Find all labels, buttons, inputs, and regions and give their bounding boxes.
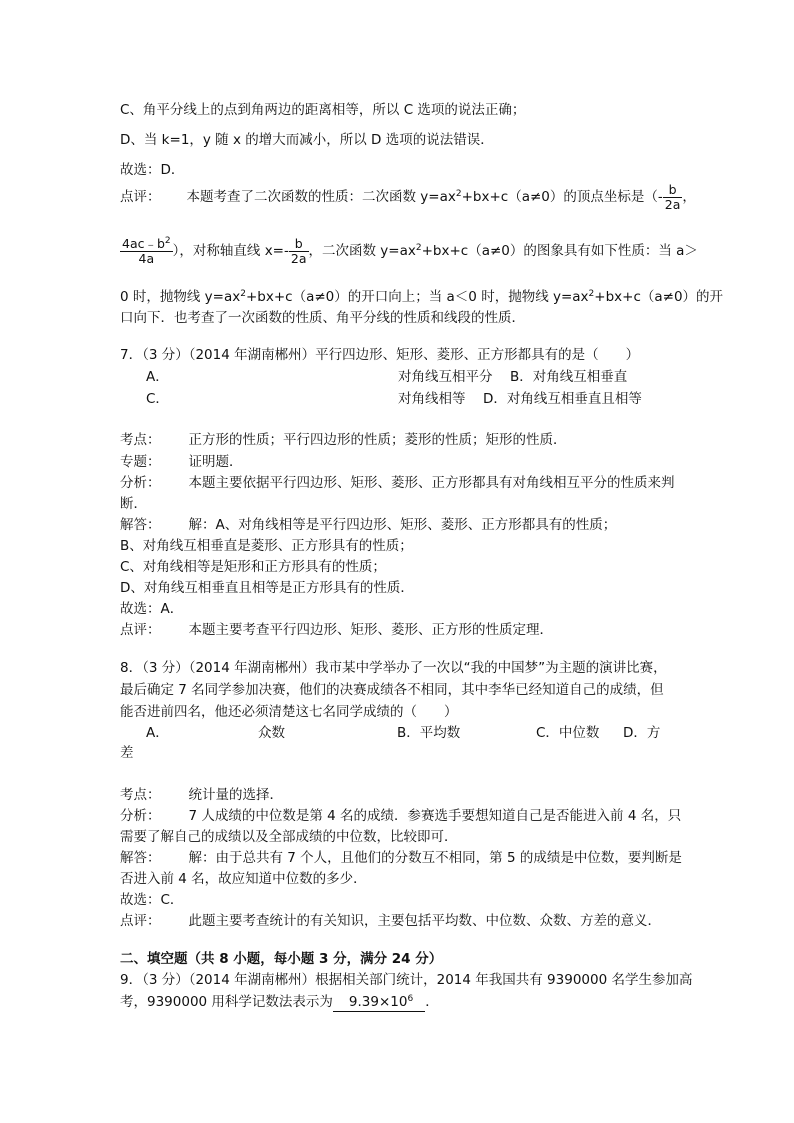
prev-answer: 故选：D． — [120, 162, 185, 178]
q7-option-d: D．对角线互相垂直且相等 — [483, 391, 642, 407]
q7-answer: 故选：A． — [120, 601, 184, 617]
q8-stem-2: 最后确定 7 名同学参加决赛，他们的决赛成绩各不相同，其中李华已经知道自己的成绩，但 — [120, 682, 664, 698]
q9-stem-2: 考，9390000 用科学记数法表示为 $9.39\times 10^6$ ． — [120, 994, 439, 1010]
q7-option-b: B．对角线互相垂直 — [510, 369, 628, 385]
prev-comment-line-2: $\frac{4ac﹣b^2}{4a}$ ），对称轴直线 x=- $\frac{b}{2a}$ ，二次函数 $y=ax^2+bx+c(a\ne 0)$的图象具有如下性质：当 a＞ — [122, 235, 698, 266]
q7-jieda-b: B、对角线互相垂直是菱形、正方形具有的性质； — [120, 538, 413, 554]
q7-option-a-label: A． — [146, 369, 169, 385]
q7-option-c: 对角线相等 — [398, 391, 466, 407]
prev-option-c-line: C、角平分线上的点到角两边的距离相等，所以 C 选项的说法正确； — [120, 102, 526, 118]
q8-fenxi-cont: 需要了解自己的成绩以及全部成绩的中位数，比较即可． — [120, 829, 458, 845]
q8-kaodian: 考点： 统计量的选择． — [120, 787, 283, 803]
q9-stem-1: 9．（3 分）（2014 年湖南郴州）根据相关部门统计，2014 年我国共有 9390000 名学生参加高 — [120, 972, 693, 988]
q7-jieda-d: D、对角线互相垂直且相等是正方形具有的性质． — [120, 580, 414, 596]
q8-answer: 故选：C． — [120, 892, 184, 908]
q8-jieda-cont: 否进入前 4 名，故应知道中位数的多少． — [120, 871, 367, 887]
q7-fenxi-cont: 断． — [120, 496, 147, 512]
q7-jieda: 解答： 解：A、对角线相等是平行四边形、矩形、菱形、正方形都具有的性质； — [120, 517, 617, 533]
q8-option-d-cont: 差 — [120, 745, 134, 761]
q8-stem-1: 8．（3 分）（2014 年湖南郴州）我市某中学举办了一次以“我的中国梦”为主题的演讲比赛， — [120, 660, 667, 676]
section-title: 二、填空题（共 8 小题，每小题 3 分，满分 24 分） — [120, 951, 443, 967]
prev-comment-line-4: 口向下．也考查了一次函数的性质、角平分线的性质和线段的性质． — [120, 310, 525, 326]
q8-option-b: B．平均数 — [397, 725, 461, 741]
q9-answer-blank: $9.39\times 10^6$ — [333, 993, 425, 1012]
q7-kaodian: 考点： 正方形的性质；平行四边形的性质；菱形的性质；矩形的性质． — [120, 432, 567, 448]
q8-option-a: 众数 — [258, 725, 285, 741]
q8-stem-3: 能否进前四名，他还必须清楚这七名同学成绩的（ ） — [120, 704, 458, 720]
q8-fenxi: 分析： 7 人成绩的中位数是第 4 名的成绩．参赛选手要想知道自己是否能进入前 4 名，只 — [120, 808, 682, 824]
q8-jieda: 解答： 解：由于总共有 7 个人，且他们的分数互不相同，第 5 的成绩是中位数，要判断是 — [120, 850, 682, 866]
q7-stem: 7．（3 分）（2014 年湖南郴州）平行四边形、矩形、菱形、正方形都具有的是（ ） — [120, 347, 640, 363]
q7-fenxi: 分析： 本题主要依据平行四边形、矩形、菱形、正方形都具有对角线相互平分的性质来判 — [120, 475, 675, 491]
q8-dianping: 点评： 此题主要考查统计的有关知识，主要包括平均数、中位数、众数、方差的意义． — [120, 913, 661, 929]
prev-comment-line-1: 点评： 本题考查了二次函数的性质：二次函数 $y=ax^2+bx+c(a\ne 0)$的顶点坐标是（- $\frac{b}{2a}$ ， — [120, 181, 696, 212]
q7-option-a: 对角线互相平分 — [398, 369, 493, 385]
q8-option-d: D．方 — [623, 725, 661, 741]
q7-dianping: 点评： 本题主要考查平行四边形、矩形、菱形、正方形的性质定理． — [120, 622, 553, 638]
q7-jieda-c: C、对角线相等是矩形和正方形具有的性质； — [120, 559, 386, 575]
q8-option-a-label: A． — [146, 725, 169, 741]
fraction-vertex-y: $\frac{4ac﹣b^2}{4a}$ — [122, 235, 171, 266]
fraction-b-over-2a: $\frac{b}{2a}$ — [664, 181, 681, 212]
comment-label: 点评： — [120, 189, 161, 205]
prev-comment-line-3: 0 时，抛物线 $y=ax^2+bx+c(a\ne 0)$的开口向上；当 a＜0 时，抛物线 $y=ax^2+bx+c(a\ne 0)$的开 — [120, 289, 724, 305]
q7-option-c-label: C． — [146, 391, 169, 407]
fraction-axis: $\frac{b}{2a}$ — [290, 235, 307, 266]
q8-option-c: C．中位数 — [536, 725, 600, 741]
prev-option-d-line: D、当 k=1，y 随 x 的增大而减小，所以 D 选项的说法错误． — [120, 132, 494, 148]
q7-zhuanti: 专题： 证明题． — [120, 454, 243, 470]
